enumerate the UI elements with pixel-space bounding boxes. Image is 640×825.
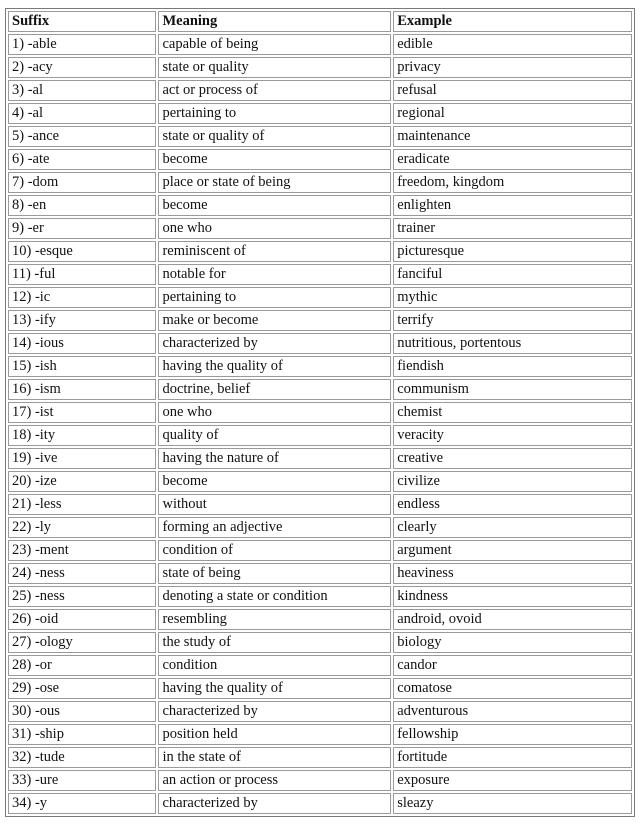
suffix-cell: 11) -ful [8,264,156,285]
example-cell: fortitude [393,747,632,768]
meaning-cell: state or quality of [158,126,391,147]
example-cell: nutritious, portentous [393,333,632,354]
example-cell: fanciful [393,264,632,285]
table-row [8,218,632,239]
example-cell: privacy [393,57,632,78]
example-cell: picturesque [393,241,632,262]
example-cell: veracity [393,425,632,446]
suffix-cell: 29) -ose [8,678,156,699]
suffix-cell: 10) -esque [8,241,156,262]
meaning-cell: one who [158,218,391,239]
header-meaning: Meaning [158,11,391,32]
meaning-cell: place or state of being [158,172,391,193]
example-cell: kindness [393,586,632,607]
header-suffix: Suffix [8,11,156,32]
meaning-cell: quality of [158,425,391,446]
meaning-cell: having the nature of [158,448,391,469]
example-cell: biology [393,632,632,653]
suffix-cell: 34) -y [8,793,156,814]
table-row [8,609,632,630]
example-cell: communism [393,379,632,400]
table-row [8,747,632,768]
meaning-cell: act or process of [158,80,391,101]
table-row [8,241,632,262]
example-cell: trainer [393,218,632,239]
example-cell: refusal [393,80,632,101]
suffix-cell: 1) -able [8,34,156,55]
suffix-cell: 4) -al [8,103,156,124]
table-row [8,770,632,791]
table-row [8,57,632,78]
suffix-cell: 3) -al [8,80,156,101]
meaning-cell: pertaining to [158,287,391,308]
suffix-cell: 14) -ious [8,333,156,354]
suffix-cell: 27) -ology [8,632,156,653]
table-row [8,586,632,607]
table-row [8,517,632,538]
table-row [8,655,632,676]
suffix-cell: 12) -ic [8,287,156,308]
meaning-cell: become [158,195,391,216]
example-cell: adventurous [393,701,632,722]
meaning-cell: condition [158,655,391,676]
example-cell: endless [393,494,632,515]
table-row [8,34,632,55]
example-cell: argument [393,540,632,561]
table-row [8,793,632,814]
meaning-cell: condition of [158,540,391,561]
suffix-cell: 31) -ship [8,724,156,745]
suffix-cell: 19) -ive [8,448,156,469]
suffix-cell: 26) -oid [8,609,156,630]
table-row [8,540,632,561]
example-cell: eradicate [393,149,632,170]
table-row [8,494,632,515]
table-row [8,402,632,423]
meaning-cell: having the quality of [158,678,391,699]
meaning-cell: pertaining to [158,103,391,124]
suffix-cell: 7) -dom [8,172,156,193]
suffix-cell: 2) -acy [8,57,156,78]
example-cell: terrify [393,310,632,331]
meaning-cell: denoting a state or condition [158,586,391,607]
suffix-cell: 22) -ly [8,517,156,538]
meaning-cell: capable of being [158,34,391,55]
suffix-table [5,8,635,817]
example-cell: sleazy [393,793,632,814]
table-row [8,379,632,400]
meaning-cell: become [158,149,391,170]
suffix-cell: 5) -ance [8,126,156,147]
suffix-cell: 15) -ish [8,356,156,377]
suffix-cell: 23) -ment [8,540,156,561]
suffix-cell: 30) -ous [8,701,156,722]
header-row [8,11,632,32]
table-row [8,678,632,699]
header-example: Example [393,11,632,32]
suffix-cell: 32) -tude [8,747,156,768]
table-row [8,425,632,446]
example-cell: maintenance [393,126,632,147]
meaning-cell: an action or process [158,770,391,791]
meaning-cell: make or become [158,310,391,331]
example-cell: chemist [393,402,632,423]
meaning-cell: forming an adjective [158,517,391,538]
example-cell: civilize [393,471,632,492]
example-cell: clearly [393,517,632,538]
table-row [8,701,632,722]
table-row [8,448,632,469]
meaning-cell: become [158,471,391,492]
suffix-cell: 6) -ate [8,149,156,170]
example-cell: android, ovoid [393,609,632,630]
suffix-table-container [5,8,635,817]
table-row [8,563,632,584]
meaning-cell: having the quality of [158,356,391,377]
suffix-cell: 8) -en [8,195,156,216]
example-cell: exposure [393,770,632,791]
meaning-cell: state of being [158,563,391,584]
meaning-cell: characterized by [158,793,391,814]
meaning-cell: doctrine, belief [158,379,391,400]
example-cell: mythic [393,287,632,308]
table-row [8,80,632,101]
suffix-cell: 18) -ity [8,425,156,446]
example-cell: heaviness [393,563,632,584]
suffix-cell: 25) -ness [8,586,156,607]
suffix-cell: 24) -ness [8,563,156,584]
table-row [8,310,632,331]
suffix-cell: 9) -er [8,218,156,239]
meaning-cell: position held [158,724,391,745]
table-row [8,287,632,308]
meaning-cell: characterized by [158,701,391,722]
example-cell: fellowship [393,724,632,745]
example-cell: fiendish [393,356,632,377]
table-row [8,264,632,285]
example-cell: comatose [393,678,632,699]
example-cell: freedom, kingdom [393,172,632,193]
example-cell: regional [393,103,632,124]
meaning-cell: reminiscent of [158,241,391,262]
table-row [8,333,632,354]
table-row [8,103,632,124]
meaning-cell: notable for [158,264,391,285]
table-row [8,471,632,492]
suffix-cell: 16) -ism [8,379,156,400]
meaning-cell: one who [158,402,391,423]
suffix-cell: 33) -ure [8,770,156,791]
table-row [8,724,632,745]
example-cell: candor [393,655,632,676]
table-body [8,34,632,814]
table-row [8,356,632,377]
table-row [8,632,632,653]
example-cell: creative [393,448,632,469]
suffix-cell: 13) -ify [8,310,156,331]
suffix-cell: 21) -less [8,494,156,515]
meaning-cell: the study of [158,632,391,653]
example-cell: enlighten [393,195,632,216]
meaning-cell: state or quality [158,57,391,78]
suffix-cell: 28) -or [8,655,156,676]
meaning-cell: in the state of [158,747,391,768]
table-row [8,172,632,193]
meaning-cell: resembling [158,609,391,630]
suffix-cell: 20) -ize [8,471,156,492]
table-row [8,195,632,216]
example-cell: edible [393,34,632,55]
table-row [8,149,632,170]
suffix-cell: 17) -ist [8,402,156,423]
meaning-cell: characterized by [158,333,391,354]
meaning-cell: without [158,494,391,515]
table-row [8,126,632,147]
